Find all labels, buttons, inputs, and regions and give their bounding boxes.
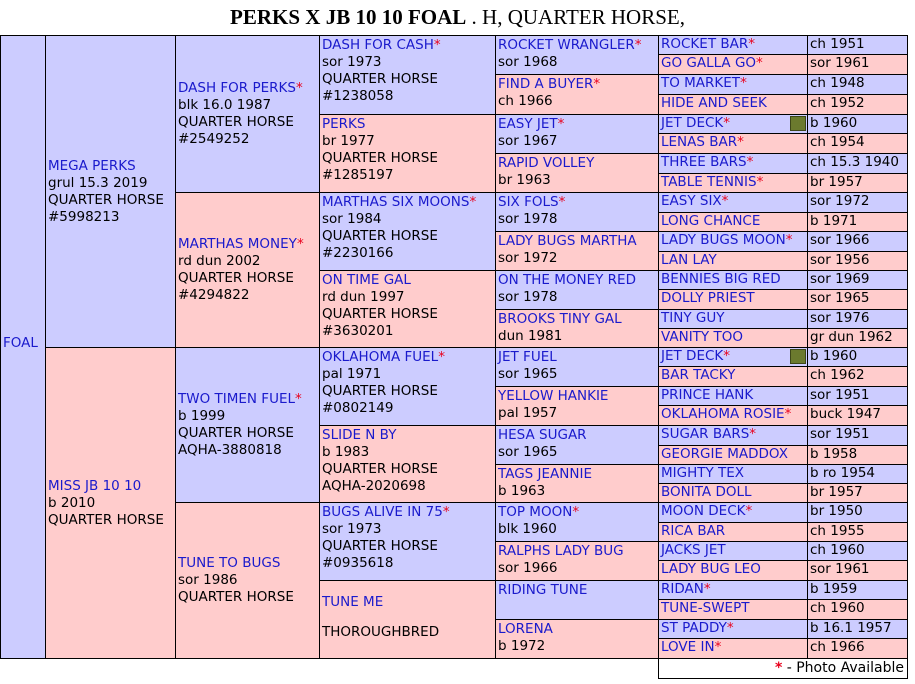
horse-info: sor 1984 <box>322 211 382 227</box>
g5-name-2 <box>658 54 808 75</box>
g5-name-13 <box>658 270 808 290</box>
g2-d-cell <box>175 502 320 659</box>
horse-info: b 1999 <box>178 408 226 424</box>
horse-reg: AQHA-2020698 <box>322 478 426 494</box>
g5-info-10 <box>807 212 908 232</box>
horse-info: ch 15.3 1940 <box>810 154 899 170</box>
photo-thumbnail-icon[interactable] <box>790 349 806 364</box>
g5-info-13 <box>807 270 908 290</box>
page-title <box>0 5 915 30</box>
g5-info-16 <box>807 328 908 348</box>
horse-name[interactable]: TAGS JEANNIE <box>498 466 592 482</box>
g5-name-26 <box>658 522 808 542</box>
horse-reg: #3630201 <box>322 323 394 339</box>
horse-name[interactable]: JET DECK* <box>661 348 731 364</box>
g5-name-9 <box>658 192 808 213</box>
g5-info-14 <box>807 289 908 310</box>
horse-info: br 1957 <box>810 484 863 500</box>
g5-name-8 <box>658 173 808 193</box>
g5-info-21 <box>807 425 908 446</box>
g4-cell-13 <box>495 502 659 542</box>
g5-info-22 <box>807 445 908 465</box>
g5-name-20 <box>658 405 808 426</box>
g5-info-8 <box>807 173 908 193</box>
g5-name-5 <box>658 114 808 134</box>
g5-name-31 <box>658 619 808 639</box>
dam-breed: QUARTER HORSE <box>48 511 164 528</box>
g5-name-17 <box>658 347 808 367</box>
horse-info: sor 1961 <box>810 55 870 71</box>
horse-info: ch 1952 <box>810 95 865 111</box>
g4-cell-11 <box>495 425 659 465</box>
horse-reg: #2230166 <box>322 245 394 261</box>
g3-h-cell <box>319 580 496 659</box>
g5-name-25 <box>658 502 808 523</box>
g5-name-1 <box>658 35 808 55</box>
g5-name-11 <box>658 231 808 252</box>
g5-info-3 <box>807 74 908 95</box>
horse-info: b 1972 <box>498 638 546 654</box>
horse-info: dun 1981 <box>498 328 563 344</box>
g4-cell-12 <box>495 464 659 503</box>
g5-name-12 <box>658 251 808 271</box>
horse-name[interactable]: TUNE TO BUGS <box>178 555 281 571</box>
horse-name[interactable]: MIGHTY TEX <box>661 465 745 481</box>
horse-info: sor 1969 <box>810 271 870 287</box>
horse-name[interactable]: ROCKET WRANGLER* <box>498 37 642 53</box>
g5-name-18 <box>658 366 808 387</box>
horse-breed: QUARTER HORSE <box>322 538 438 554</box>
horse-info: sor 1973 <box>322 54 382 70</box>
horse-info: rd dun 2002 <box>178 253 261 269</box>
horse-info: sor 1972 <box>498 250 558 266</box>
horse-name[interactable]: JET DECK* <box>661 115 731 131</box>
horse-name[interactable]: TINY GUY <box>661 310 725 326</box>
horse-info: sor 1972 <box>810 193 870 209</box>
g4-cell-9 <box>495 347 659 387</box>
g3-f-cell <box>319 425 496 503</box>
g4-cell-10 <box>495 386 659 426</box>
horse-name[interactable]: RALPHS LADY BUG <box>498 543 624 559</box>
horse-name[interactable]: MOON DECK* <box>661 503 753 519</box>
horse-info: sor 1965 <box>498 444 558 460</box>
horse-info: sor 1966 <box>498 560 558 576</box>
horse-info: b 16.1 1957 <box>810 620 892 636</box>
horse-name[interactable]: LENAS BAR* <box>661 134 744 150</box>
horse-name[interactable]: TUNE ME <box>322 594 384 610</box>
g5-info-2 <box>807 54 908 75</box>
horse-info: b 1960 <box>810 115 858 131</box>
g3-g-cell <box>319 502 496 581</box>
horse-reg: #0935618 <box>322 555 394 571</box>
g5-info-6 <box>807 133 908 154</box>
g2-b-cell <box>175 192 320 348</box>
horse-name[interactable]: ST PADDY* <box>661 620 734 636</box>
horse-info: br 1957 <box>810 174 863 190</box>
horse-info: sor 1965 <box>498 366 558 382</box>
horse-info: sor 1967 <box>498 133 558 149</box>
horse-info: ch 1948 <box>810 75 865 91</box>
horse-info: b ro 1954 <box>810 465 876 481</box>
horse-name[interactable]: JACKS JET <box>661 542 726 558</box>
g5-name-30 <box>658 599 808 620</box>
horse-reg: #4294822 <box>178 287 250 303</box>
horse-name[interactable]: BROOKS TINY GAL <box>498 311 622 327</box>
horse-info: sor 1961 <box>810 561 870 577</box>
horse-name[interactable]: BENNIES BIG RED <box>661 271 781 287</box>
horse-breed: QUARTER HORSE <box>322 228 438 244</box>
g4-cell-4 <box>495 153 659 193</box>
g3-e-cell <box>319 347 496 426</box>
horse-info: ch 1962 <box>810 367 865 383</box>
g5-info-4 <box>807 94 908 115</box>
horse-name[interactable]: TABLE TENNIS* <box>661 174 764 190</box>
horse-name[interactable]: THREE BARS* <box>661 154 754 170</box>
g5-info-1 <box>807 35 908 55</box>
g5-info-11 <box>807 231 908 252</box>
horse-name[interactable]: TWO TIMEN FUEL* <box>178 391 302 407</box>
g4-cell-8 <box>495 309 659 348</box>
horse-name[interactable]: HIDE AND SEEK <box>661 95 767 111</box>
horse-info: sor 1965 <box>810 290 870 306</box>
g5-name-7 <box>658 153 808 174</box>
g5-info-19 <box>807 386 908 406</box>
foal-link[interactable]: FOAL <box>3 334 38 351</box>
photo-legend <box>658 658 908 679</box>
g5-info-12 <box>807 251 908 271</box>
g5-name-3 <box>658 74 808 95</box>
g5-info-32 <box>807 638 908 659</box>
g5-name-22 <box>658 445 808 465</box>
g5-info-9 <box>807 192 908 213</box>
horse-name[interactable]: ON THE MONEY RED <box>498 272 636 288</box>
horse-name[interactable]: SLIDE N BY <box>322 427 397 443</box>
g5-name-10 <box>658 212 808 232</box>
dam-info: b 2010 <box>48 494 96 511</box>
horse-info: ch 1960 <box>810 542 865 558</box>
horse-breed: QUARTER HORSE <box>322 306 438 322</box>
horse-info: sor 1968 <box>498 54 558 70</box>
horse-name[interactable]: OKLAHOMA ROSIE* <box>661 406 792 422</box>
horse-name[interactable]: TUNE-SWEPT <box>661 600 750 616</box>
horse-info: ch 1966 <box>810 639 865 655</box>
horse-name[interactable]: PERKS <box>322 116 366 132</box>
horse-info: sor 1978 <box>498 211 558 227</box>
horse-name[interactable]: DASH FOR PERKS* <box>178 80 303 96</box>
horse-name[interactable]: BUGS ALIVE IN 75* <box>322 504 450 520</box>
g3-c-cell <box>319 192 496 271</box>
g4-cell-16 <box>495 619 659 659</box>
g5-name-27 <box>658 541 808 561</box>
g5-info-7 <box>807 153 908 174</box>
legend-star: * <box>774 660 783 676</box>
horse-name[interactable]: JET FUEL <box>498 349 557 365</box>
g5-info-20 <box>807 405 908 426</box>
horse-info: gr dun 1962 <box>810 329 893 345</box>
g4-cell-7 <box>495 270 659 310</box>
g5-info-28 <box>807 560 908 581</box>
horse-name[interactable]: ROCKET BAR* <box>661 36 755 52</box>
horse-info: ch 1960 <box>810 600 865 616</box>
horse-name[interactable]: GEORGIE MADDOX <box>661 446 788 462</box>
horse-name[interactable]: SIX FOLS* <box>498 194 566 210</box>
horse-name[interactable]: RIDING TUNE <box>498 582 588 598</box>
g5-info-18 <box>807 366 908 387</box>
horse-info: pal 1971 <box>322 366 382 382</box>
sire-cell <box>45 35 176 348</box>
g5-name-14 <box>658 289 808 310</box>
g5-info-31 <box>807 619 908 639</box>
g5-info-30 <box>807 599 908 620</box>
horse-name[interactable]: VANITY TOO <box>661 329 743 345</box>
g4-cell-14 <box>495 541 659 581</box>
g5-name-19 <box>658 386 808 406</box>
dam-cell <box>45 347 176 659</box>
horse-name[interactable]: LOVE IN* <box>661 639 722 655</box>
g5-name-21 <box>658 425 808 446</box>
g5-info-24 <box>807 483 908 503</box>
horse-info: sor 1978 <box>498 289 558 305</box>
horse-info: sor 1976 <box>810 310 870 326</box>
horse-name[interactable]: RIDAN* <box>661 581 711 597</box>
g3-b-cell <box>319 114 496 193</box>
horse-name[interactable]: MARTHAS MONEY* <box>178 236 304 252</box>
horse-name[interactable]: SUGAR BARS* <box>661 426 757 442</box>
horse-info: ch 1955 <box>810 523 865 539</box>
horse-breed: THOROUGHBRED <box>322 624 440 640</box>
g5-info-5 <box>807 114 908 134</box>
horse-info: sor 1951 <box>810 426 870 442</box>
horse-reg: #0802149 <box>322 400 394 416</box>
horse-reg: #2549252 <box>178 131 250 147</box>
horse-info: br 1963 <box>498 172 551 188</box>
horse-info: br 1977 <box>322 133 375 149</box>
g5-name-23 <box>658 464 808 484</box>
horse-reg: #1238058 <box>322 88 394 104</box>
horse-info: ch 1951 <box>810 36 865 52</box>
g5-name-24 <box>658 483 808 503</box>
horse-name[interactable]: MARTHAS SIX MOONS* <box>322 194 477 210</box>
g4-cell-3 <box>495 114 659 154</box>
g5-name-4 <box>658 94 808 115</box>
horse-info: b 1959 <box>810 581 858 597</box>
horse-name[interactable]: LORENA <box>498 621 553 637</box>
horse-name[interactable]: DASH FOR CASH* <box>322 37 441 53</box>
g4-cell-1 <box>495 35 659 75</box>
horse-info: ch 1954 <box>810 134 865 150</box>
g5-name-15 <box>658 309 808 329</box>
horse-breed: QUARTER HORSE <box>178 589 294 605</box>
horse-name[interactable]: LADY BUG LEO <box>661 561 761 577</box>
horse-reg: AQHA-3880818 <box>178 442 282 458</box>
horse-name[interactable]: OKLAHOMA FUEL* <box>322 349 445 365</box>
horse-name[interactable]: LONG CHANCE <box>661 213 761 229</box>
g5-info-25 <box>807 502 908 523</box>
horse-name[interactable]: EASY JET* <box>498 116 565 132</box>
g5-info-29 <box>807 580 908 600</box>
horse-name[interactable]: YELLOW HANKIE <box>498 388 609 404</box>
horse-info: sor 1966 <box>810 232 870 248</box>
horse-info: b 1960 <box>810 348 858 364</box>
g5-name-16 <box>658 328 808 348</box>
g2-c-cell <box>175 347 320 503</box>
g3-a-cell <box>319 35 496 115</box>
horse-name[interactable]: RICA BAR <box>661 523 726 539</box>
g5-name-32 <box>658 638 808 659</box>
g4-cell-6 <box>495 231 659 271</box>
horse-name[interactable]: ON TIME GAL <box>322 272 411 288</box>
horse-info: sor 1956 <box>810 252 870 268</box>
horse-breed: QUARTER HORSE <box>322 383 438 399</box>
foal-cell <box>0 35 46 659</box>
horse-info: b 1971 <box>810 213 858 229</box>
horse-name[interactable]: HESA SUGAR <box>498 427 587 443</box>
horse-info: br 1950 <box>810 503 863 519</box>
title-details: . H, QUARTER HORSE, <box>466 5 685 29</box>
horse-info: buck 1947 <box>810 406 882 422</box>
horse-info: b 1958 <box>810 446 858 462</box>
horse-breed: QUARTER HORSE <box>178 425 294 441</box>
horse-name[interactable]: EASY SIX* <box>661 193 729 209</box>
g5-info-23 <box>807 464 908 484</box>
horse-name[interactable]: LADY BUGS MOON* <box>661 232 793 248</box>
horse-info: sor 1973 <box>322 521 382 537</box>
horse-name[interactable]: RAPID VOLLEY <box>498 155 595 171</box>
sire-reg: #5998213 <box>48 208 120 225</box>
g5-info-26 <box>807 522 908 542</box>
horse-name[interactable]: LADY BUGS MARTHA <box>498 233 637 249</box>
horse-info: b 1983 <box>322 444 370 460</box>
title-horse-name: PERKS X JB 10 10 FOAL <box>230 5 467 29</box>
horse-name[interactable]: TOP MOON* <box>498 504 580 520</box>
g4-cell-15 <box>495 580 659 620</box>
horse-info: pal 1957 <box>498 405 558 421</box>
sire-name[interactable]: MEGA PERKS <box>48 157 136 174</box>
g5-name-6 <box>658 133 808 154</box>
horse-breed: QUARTER HORSE <box>178 270 294 286</box>
horse-name[interactable]: FIND A BUYER* <box>498 76 601 92</box>
horse-name[interactable]: BAR TACKY <box>661 367 736 383</box>
photo-thumbnail-icon[interactable] <box>790 116 806 131</box>
horse-info: sor 1986 <box>178 572 238 588</box>
horse-breed: QUARTER HORSE <box>178 114 294 130</box>
horse-name[interactable]: PRINCE HANK <box>661 387 754 403</box>
horse-reg: #1285197 <box>322 167 394 183</box>
horse-info: blk 1960 <box>498 521 557 537</box>
sire-breed: QUARTER HORSE <box>48 191 164 208</box>
horse-info: ch 1966 <box>498 93 553 109</box>
horse-breed: QUARTER HORSE <box>322 71 438 87</box>
g5-name-28 <box>658 560 808 581</box>
horse-info: blk 16.0 1987 <box>178 97 272 113</box>
horse-breed: QUARTER HORSE <box>322 150 438 166</box>
g4-cell-5 <box>495 192 659 232</box>
horse-info: sor 1951 <box>810 387 870 403</box>
horse-name[interactable]: GO GALLA GO* <box>661 55 763 71</box>
g5-info-27 <box>807 541 908 561</box>
legend-text: - Photo Available <box>782 660 904 676</box>
horse-info: rd dun 1997 <box>322 289 405 305</box>
dam-name[interactable]: MISS JB 10 10 <box>48 477 142 494</box>
horse-name[interactable]: LAN LAY <box>661 252 717 268</box>
horse-name[interactable]: TO MARKET* <box>661 75 747 91</box>
sire-info: grul 15.3 2019 <box>48 174 148 191</box>
g2-a-cell <box>175 35 320 193</box>
g5-name-29 <box>658 580 808 600</box>
g3-d-cell <box>319 270 496 348</box>
g5-info-15 <box>807 309 908 329</box>
horse-name[interactable]: BONITA DOLL <box>661 484 752 500</box>
horse-name[interactable]: DOLLY PRIEST <box>661 290 755 306</box>
horse-info: b 1963 <box>498 483 546 499</box>
g4-cell-2 <box>495 74 659 115</box>
g5-info-17 <box>807 347 908 367</box>
horse-breed: QUARTER HORSE <box>322 461 438 477</box>
